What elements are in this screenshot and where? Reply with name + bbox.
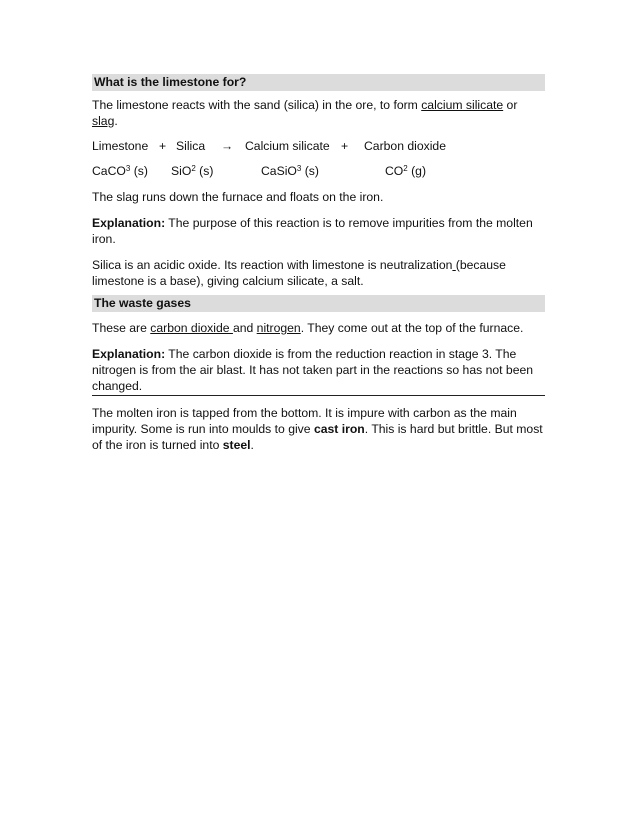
formula-casio3: CaSiO$^3$ (s): [261, 164, 319, 178]
waste-gases-explanation: Explanation: The carbon dioxide is from the reduction reaction in stage 3. The nitrogen is from the air blast. It has not taken part in the reactions so has not been changed.: [92, 346, 545, 396]
explanation-label: Explanation:: [92, 216, 166, 230]
calcium-silicate-term: calcium silicate: [421, 98, 504, 112]
formula-caco3: CaCO$^3$ (s): [92, 164, 148, 178]
equation-plus: +: [159, 139, 167, 153]
waste-gases-paragraph: These are carbon dioxide and nitrogen. They come out at the top of the furnace.: [92, 321, 524, 335]
slag-paragraph: The slag runs down the furnace and floats on the iron.: [92, 190, 384, 204]
reaction-arrow-icon: →: [221, 139, 234, 153]
nitrogen-term: nitrogen: [256, 321, 301, 335]
steel-term: steel: [222, 438, 251, 452]
limestone-explanation: Explanation: The purpose of this reaction is to remove impurities from the molten iron.: [92, 216, 533, 246]
cast-iron-term: cast iron: [313, 422, 365, 436]
limestone-intro-paragraph: The limestone reacts with the sand (silica) in the ore, to form calcium silicate or slag.: [92, 98, 518, 128]
word-equation: [92, 138, 545, 154]
equation-plus: +: [341, 139, 349, 153]
molten-iron-paragraph: The molten iron is tapped from the bottom. It is impure with carbon as the main impurity. Some is run into moulds to give cast iron. This is hard but brittle. But most of the iron is turned into steel.: [92, 406, 543, 452]
silica-paragraph: Silica is an acidic oxide. Its reaction with limestone is neutralization (because limestone is a base), giving calcium silicate, a salt.: [92, 258, 506, 288]
carbon-dioxide-term: carbon dioxide: [150, 321, 233, 335]
formula-co2: $CO^2$ (g): [385, 164, 427, 178]
slag-term: slag: [92, 114, 115, 128]
equation-calcium-silicate: Calcium silicate: [245, 139, 330, 153]
equation-carbon-dioxide: Carbon dioxide: [364, 139, 446, 153]
section-heading-limestone: What is the limestone for?: [92, 74, 545, 91]
explanation-label: Explanation:: [92, 347, 166, 361]
equation-silica: Silica: [176, 139, 206, 153]
formula-equation: [92, 163, 545, 179]
formula-sio2: SiO$^2$ (s): [171, 164, 214, 178]
equation-limestone: Limestone: [92, 139, 149, 153]
document-page: [92, 74, 545, 453]
section-heading-waste-gases: The waste gases: [92, 295, 545, 312]
